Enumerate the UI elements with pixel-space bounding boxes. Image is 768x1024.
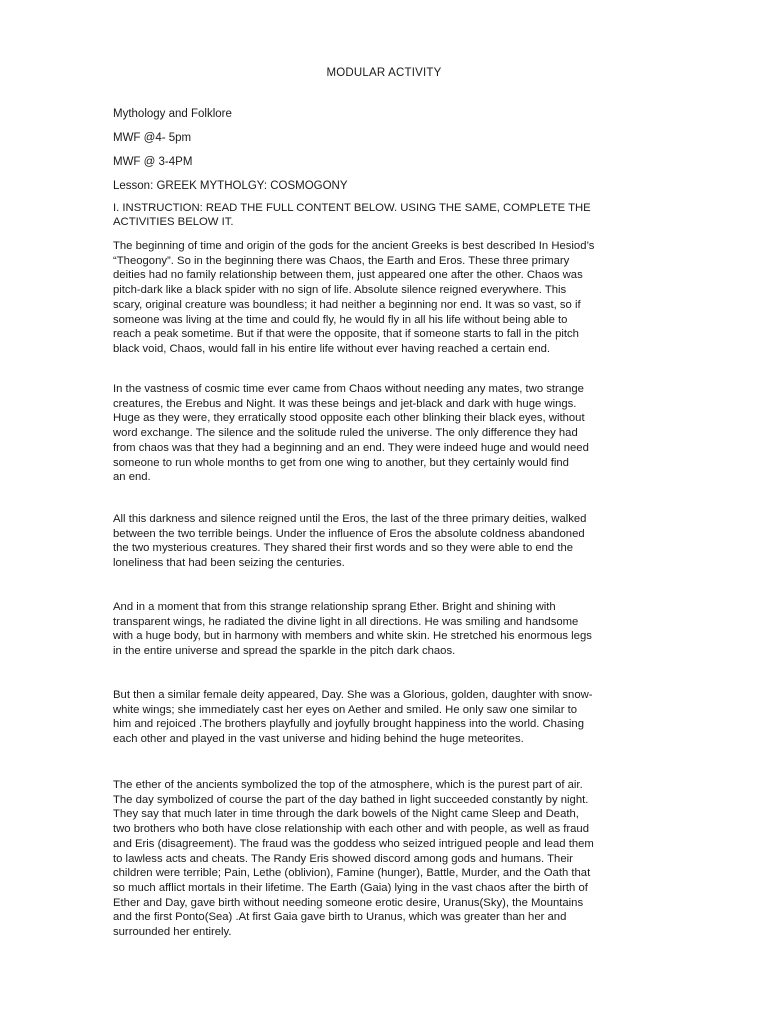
schedule-line-1: MWF @4- 5pm (113, 132, 192, 144)
text-line: so much afflict mortals in their lifetime. The Earth (Gaia) lying in the vast chaos after the birth of (113, 881, 588, 894)
body-paragraph-6 (113, 778, 658, 940)
subject-line: Mythology and Folklore (113, 108, 232, 120)
text-line: deities had no family relationship between them, just appeared one after the other. Chaos was (113, 269, 583, 282)
text-line: Huge as they were, they erratically stood opposite each other blinking their black eyes, without (113, 412, 585, 425)
text-line: an end. (113, 471, 151, 484)
instruction-line: I. INSTRUCTION: READ THE FULL CONTENT BELOW. USING THE SAME, COMPLETE THE (113, 202, 591, 214)
body-paragraph-5 (113, 688, 658, 747)
text-line: Ether and Day, gave birth without needing someone erotic desire, Uranus(Sky), the Mountains (113, 896, 584, 909)
text-line: in the entire universe and spread the sparkle in the pitch dark chaos. (113, 645, 456, 658)
text-line: “Theogony”. So in the beginning there was Chaos, the Earth and Eros. These three primary (113, 254, 570, 267)
text-line: transparent wings, he radiated the divine light in all directions. He was smiling and handsome (113, 615, 579, 628)
text-line: with a huge body, but in harmony with members and white skin. He stretched his enormous legs (113, 630, 592, 643)
text-line: and the first Ponto(Sea) .At first Gaia gave birth to Uranus, which was greater than her and (113, 911, 567, 924)
text-line: between the two terrible beings. Under the influence of Eros the absolute coldness abandoned (113, 527, 585, 540)
body-paragraph-4 (113, 600, 658, 659)
text-line: black void, Chaos, would fall in his entire life without ever having reached a certain end. (113, 342, 551, 355)
text-line: pitch-dark like a black spider with no sign of life. Absolute silence reigned everywhere. This (113, 284, 567, 297)
instruction-line: ACTIVITIES BELOW IT. (113, 215, 234, 228)
schedule-line-2: MWF @ 3-4PM (113, 156, 193, 168)
text-line: They say that much later in time through the dark bowels of the Night came Sleep and Death, (113, 808, 579, 821)
text-line: someone was living at the time and could fly, he would fly in all his life without being able to (113, 313, 568, 326)
text-line: All this darkness and silence reigned until the Eros, the last of the three primary deities, walked (113, 513, 587, 525)
text-line: The day symbolized of course the part of the day bathed in light succeeded constantly by night. (113, 793, 589, 806)
text-line: In the vastness of cosmic time ever came from Chaos without needing any mates, two strange (113, 383, 584, 395)
text-line: to lawless acts and cheats. The Randy Eris showed discord among gods and humans. Their (113, 852, 573, 865)
text-line: The beginning of time and origin of the gods for the ancient Greeks is best described In Hesiod’s (113, 240, 595, 252)
text-line: the two mysterious creatures. They shared their first words and so they were able to end the (113, 542, 574, 555)
text-line: him and rejoiced .The brothers playfully and joyfully brought happiness into the world. Chasing (113, 718, 584, 731)
document-title: MODULAR ACTIVITY (326, 67, 442, 79)
text-line: loneliness that had been seizing the centuries. (113, 557, 345, 570)
text-line: from chaos was that they had a beginning and an end. They were indeed huge and would need (113, 441, 589, 454)
text-line: two brothers who both have close relationship with each other and with people, as well as fraud (113, 823, 590, 836)
text-line: and Eris (disagreement). The fraud was the goddess who seized intrigued people and lead them (113, 837, 594, 850)
text-line: scary, original creature was boundless; it had neither a beginning nor end. It was so vast, so if (113, 298, 581, 311)
body-paragraph-2 (113, 382, 658, 485)
text-line: creatures, the Erebus and Night. It was these beings and jet-black and dark with huge wings. (113, 397, 577, 410)
text-line: each other and played in the vast universe and hiding behind the huge meteorites. (113, 733, 524, 746)
text-line: And in a moment that from this strange relationship sprang Ether. Bright and shining with (113, 601, 556, 613)
text-line: surrounded her entirely. (113, 926, 232, 939)
text-line: word exchange. The silence and the solitude ruled the universe. The only difference they had (113, 427, 578, 440)
body-paragraph-3 (113, 512, 658, 571)
text-line: reach a peak sometime. But if that were the opposite, that if someone starts to fall in the pitch (113, 328, 579, 341)
body-paragraph-1 (113, 239, 658, 357)
text-line: The ether of the ancients symbolized the top of the atmosphere, which is the purest part of air. (113, 779, 583, 791)
lesson-line: Lesson: GREEK MYTHOLGY: COSMOGONY (113, 180, 348, 192)
text-line: someone to run whole months to get from one wing to another, but they certainly would find (113, 456, 569, 469)
text-line: children were terrible; Pain, Lethe (oblivion), Famine (hunger), Battle, Murder, and the Oath that (113, 867, 591, 880)
text-line: But then a similar female deity appeared, Day. She was a Glorious, golden, daughter with snow- (113, 689, 593, 701)
instruction-paragraph (113, 202, 658, 229)
text-line: white wings; she immediately cast her eyes on Aether and smiled. He only saw one similar to (113, 703, 578, 716)
